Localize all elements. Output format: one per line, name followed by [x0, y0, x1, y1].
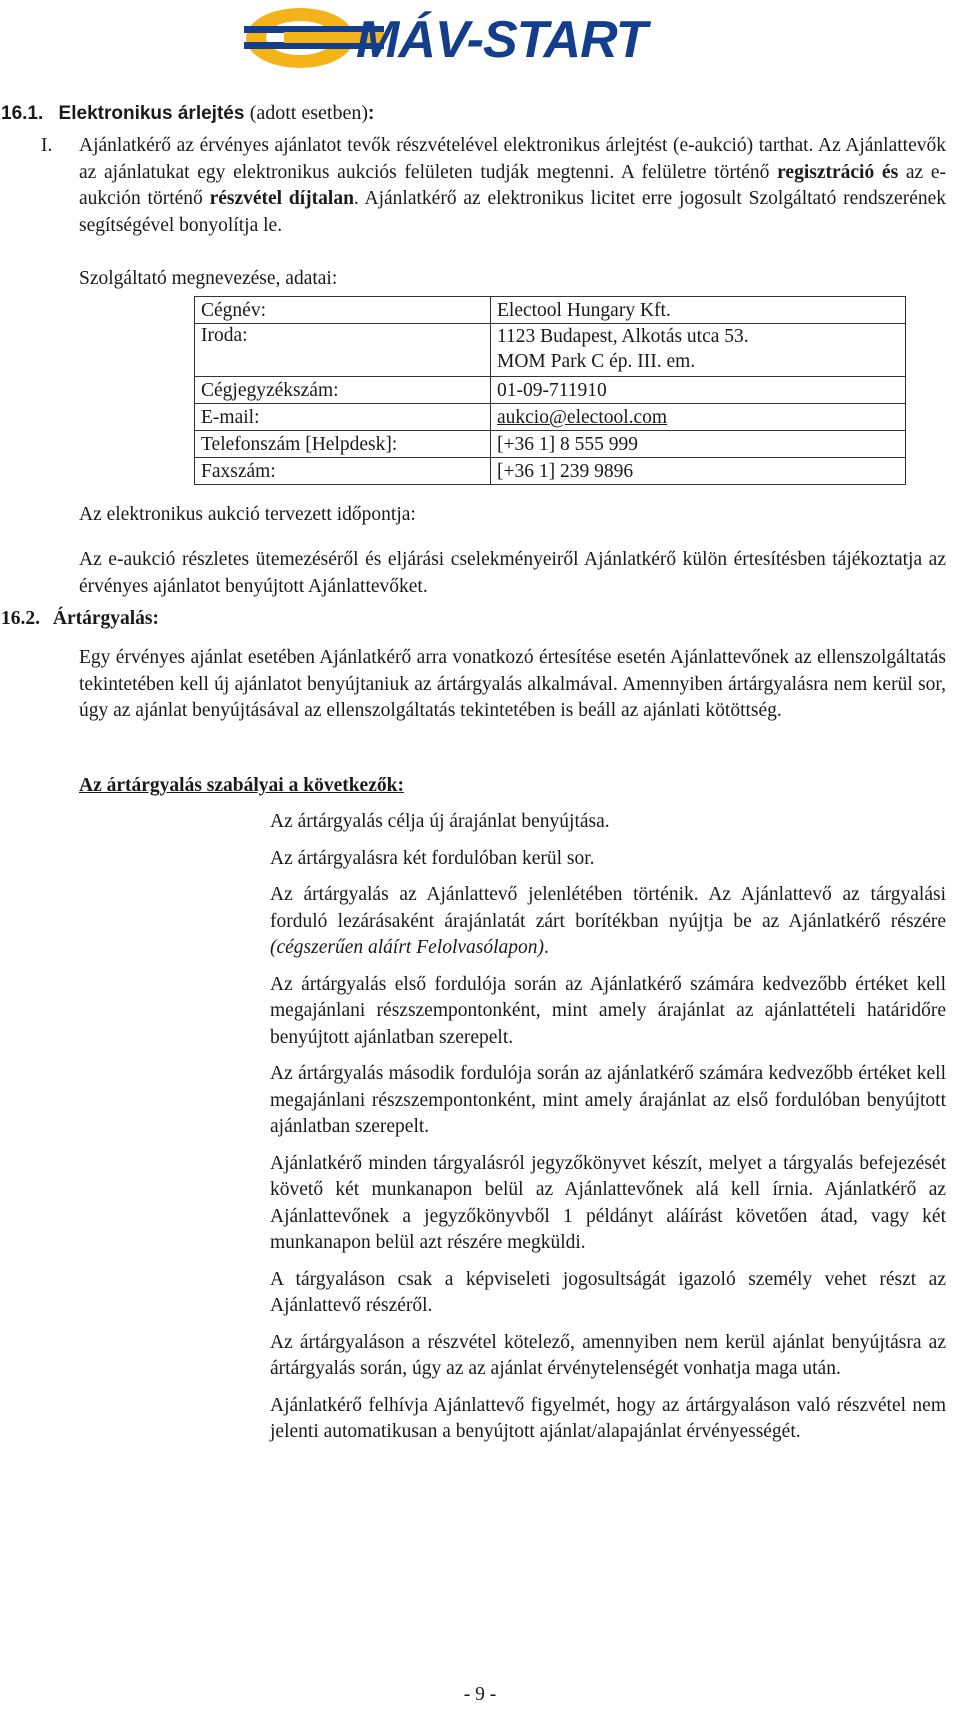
section-heading-16-1	[1, 100, 374, 127]
section-title: Ártárgyalás:	[52, 608, 160, 629]
section-number: 16.1.	[1, 103, 44, 124]
email-label: E-mail:	[195, 404, 491, 431]
section-title: Elektronikus árlejtés	[58, 103, 245, 124]
regno-value: 01-09-711910	[491, 377, 906, 404]
rule-item: Az ártárgyalás második fordulója során az ajánlatkérő számára kedvezőbb értéket kell megajánlani részszempontonként, mint amely árajánlat az első fordulóban benyújtott ajánlatban szerepelt.	[270, 1063, 946, 1137]
item-number-i: I.	[41, 135, 53, 156]
table-row	[195, 377, 906, 404]
auction-text-3: . Ajánlatkérő az elektronikus licitet erre jogosult Szolgáltató rendszerének segítségével bonyolítja le.	[79, 188, 946, 236]
office-value	[491, 324, 906, 377]
price-negotiation-intro: Egy érvényes ajánlat esetében Ajánlatkérő arra vonatkozó értesítése esetén Ajánlattevőnek az ellenszolgáltatás tekintetében kell új ajánlatot benyújtaniuk az ártárgyalás alkalmával. Amennyiben ártárgyalásra nem kerül sor, úgy az ajánlat benyújtásával az ellenszolgáltatás tekintetében is beáll az ajánlati kötöttség.	[79, 647, 946, 721]
auction-text-bold-2: részvétel díjtalan	[209, 188, 354, 209]
table-row	[195, 297, 906, 324]
auction-text-1: Ajánlatkérő az érvényes ajánlatot tevők részvételével elektronikus árlejtést (e-aukció) tarthat. Az Ajánlattevők az ajánlatukat egy elektronikus aukciós felületen tudják megtenni. A felületre történő	[79, 135, 946, 183]
table-row	[195, 458, 906, 485]
table-row	[195, 324, 906, 377]
office-line-1: 1123 Budapest, Alkotás utca 53.	[497, 326, 749, 347]
rules-list	[270, 809, 946, 1456]
rule-3-end: .	[544, 937, 549, 958]
office-line-2: MOM Park C ép. III. em.	[497, 351, 696, 372]
rule-item: Az ártárgyalásra két fordulóban kerül sor.	[270, 847, 595, 869]
company-label: Cégnév:	[195, 297, 491, 324]
planned-date-label: Az elektronikus aukció tervezett időpontja:	[79, 504, 416, 525]
logo-brand-text: MÁV-START	[356, 11, 647, 69]
email-value	[491, 404, 906, 431]
section-colon: :	[367, 103, 375, 124]
section-heading-16-2	[1, 606, 159, 632]
office-label: Iroda:	[195, 324, 491, 377]
schedule-note: Az e-aukció részletes ütemezéséről és eljárási cselekményeiről Ajánlatkérő külön értesítésben tájékoztatja az érvényes ajánlatot benyújtott Ajánlattevőket.	[79, 549, 946, 597]
page-number: - 9 -	[463, 1684, 497, 1705]
phone-label: Telefonszám [Helpdesk]:	[195, 431, 491, 458]
regno-label: Cégjegyzékszám:	[195, 377, 491, 404]
rule-item: Ajánlatkérő felhívja Ajánlattevő figyelmét, hogy az ártárgyaláson való részvétel nem jelenti automatikusan a benyújtott ajánlat/alapajánlat érvényességét.	[270, 1394, 946, 1442]
table-row	[195, 404, 906, 431]
provider-table	[194, 296, 906, 485]
fax-label: Faxszám:	[195, 458, 491, 485]
rule-item: Az ártárgyaláson a részvétel kötelező, amennyiben nem kerül ajánlat benyújtásra az ártárgyalás során, úgy az az ajánlat érvénytelenségét vonhatja maga után.	[270, 1331, 946, 1379]
auction-text-2: az e-aukción történő	[79, 161, 947, 209]
rule-3-text: Az ártárgyalás az Ajánlattevő jelenlétében történik. Az Ajánlattevő az tárgyalási forduló lezárásaként árajánlatát zárt borítékban nyújtja be az Ajánlatkérő részére	[270, 884, 946, 932]
rules-heading: Az ártárgyalás szabályai a következők:	[79, 775, 404, 796]
rule-item: Az ártárgyalás célja új árajánlat benyújtása.	[270, 811, 610, 832]
auction-text-bold-1: regisztráció és	[777, 161, 899, 183]
fax-value: [+36 1] 239 9896	[491, 458, 906, 485]
rule-item: Ajánlatkérő minden tárgyalásról jegyzőkönyvet készít, melyet a tárgyalás befejezését követő két munkanapon belül az Ajánlattevőnek alá kell írnia. Ajánlatkérő az Ajánlattevőnek a jegyzőkönyvből 1 példányt aláírást követően átad, vagy két munkanapon belül azt részére megküldi.	[270, 1152, 946, 1253]
rule-item	[270, 882, 946, 962]
rule-item: Az ártárgyalás első fordulója során az Ajánlatkérő számára kedvezőbb értéket kell megajánlani részszempontonként, mint amely árajánlat az ajánlattételi határidőre benyújtott ajánlatban szerepelt.	[270, 973, 946, 1048]
provider-heading: Szolgáltató megnevezése, adatai:	[79, 268, 338, 289]
section-number: 16.2.	[1, 608, 40, 629]
table-row	[195, 431, 906, 458]
phone-value: [+36 1] 8 555 999	[491, 431, 906, 458]
rule-3-italic: (cégszerűen aláírt Felolvasólapon)	[270, 937, 545, 958]
auction-paragraph	[79, 133, 946, 239]
mav-start-logo	[244, 4, 664, 72]
section-title-rest: (adott esetben)	[249, 102, 368, 124]
email-link[interactable]: aukcio@electool.com	[497, 407, 668, 428]
company-value: Electool Hungary Kft.	[491, 297, 906, 324]
rule-item: A tárgyaláson csak a képviseleti jogosultságát igazoló személy vehet részt az Ajánlattevő részéről.	[270, 1268, 946, 1316]
